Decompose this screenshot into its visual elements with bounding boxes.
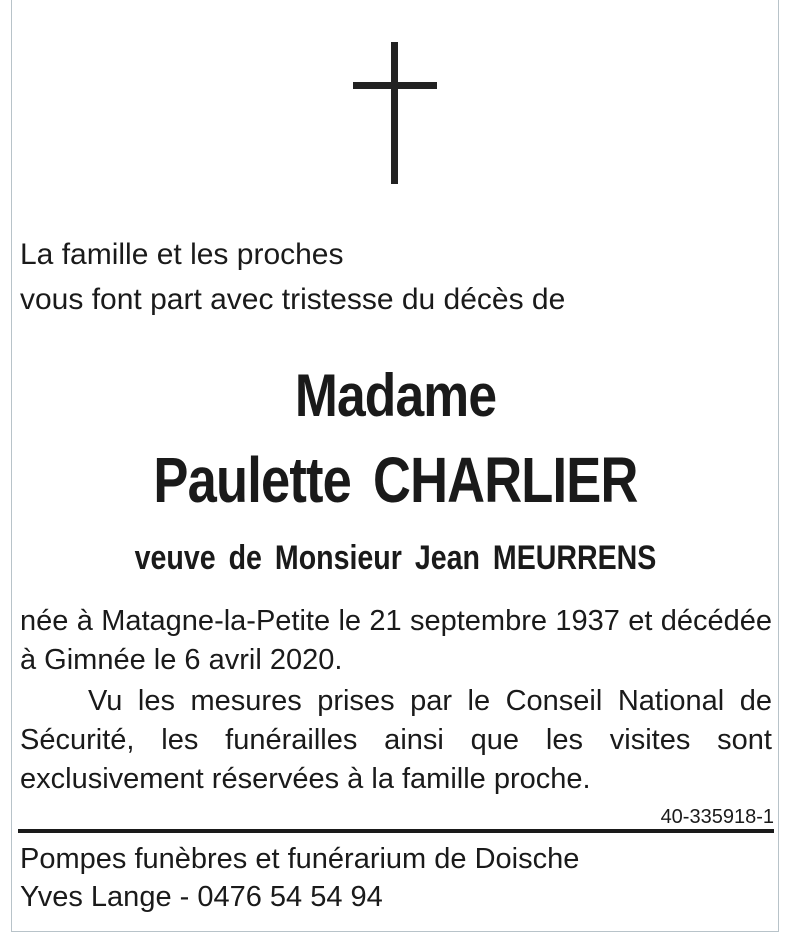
- footer-line-2: Yves Lange - 0476 54 54 94: [20, 881, 383, 913]
- intro-line-1: La famille et les proches: [20, 238, 344, 271]
- cross-vertical-bar: [391, 42, 398, 184]
- birth-death-paragraph: née à Matagne-la-Petite le 21 septembre 1937 et décédée à Gimnée le 6 avril 2020.: [20, 605, 772, 676]
- cross-icon: [353, 42, 437, 184]
- reference-number: 40-335918-1: [660, 806, 774, 828]
- measures-text: Vu les mesures prises par le Conseil National de Sécurité, les funérailles ainsi que les visites sont exclusivement réservées à la famille proche.: [20, 685, 772, 795]
- intro-text: [20, 232, 565, 322]
- deceased-title: Madame: [294, 362, 497, 429]
- divider-rule: [18, 829, 774, 833]
- intro-line-2: vous font part avec tristesse du décès de: [20, 283, 566, 316]
- deceased-name: Paulette CHARLIER: [153, 444, 638, 516]
- cross-horizontal-bar: [353, 82, 437, 89]
- widow-of-line: veuve de Monsieur Jean MEURRENS: [134, 539, 657, 577]
- funeral-home-footer: [20, 840, 579, 916]
- measures-paragraph: [20, 682, 772, 799]
- footer-line-1: Pompes funèbres et funérarium de Doische: [20, 843, 580, 875]
